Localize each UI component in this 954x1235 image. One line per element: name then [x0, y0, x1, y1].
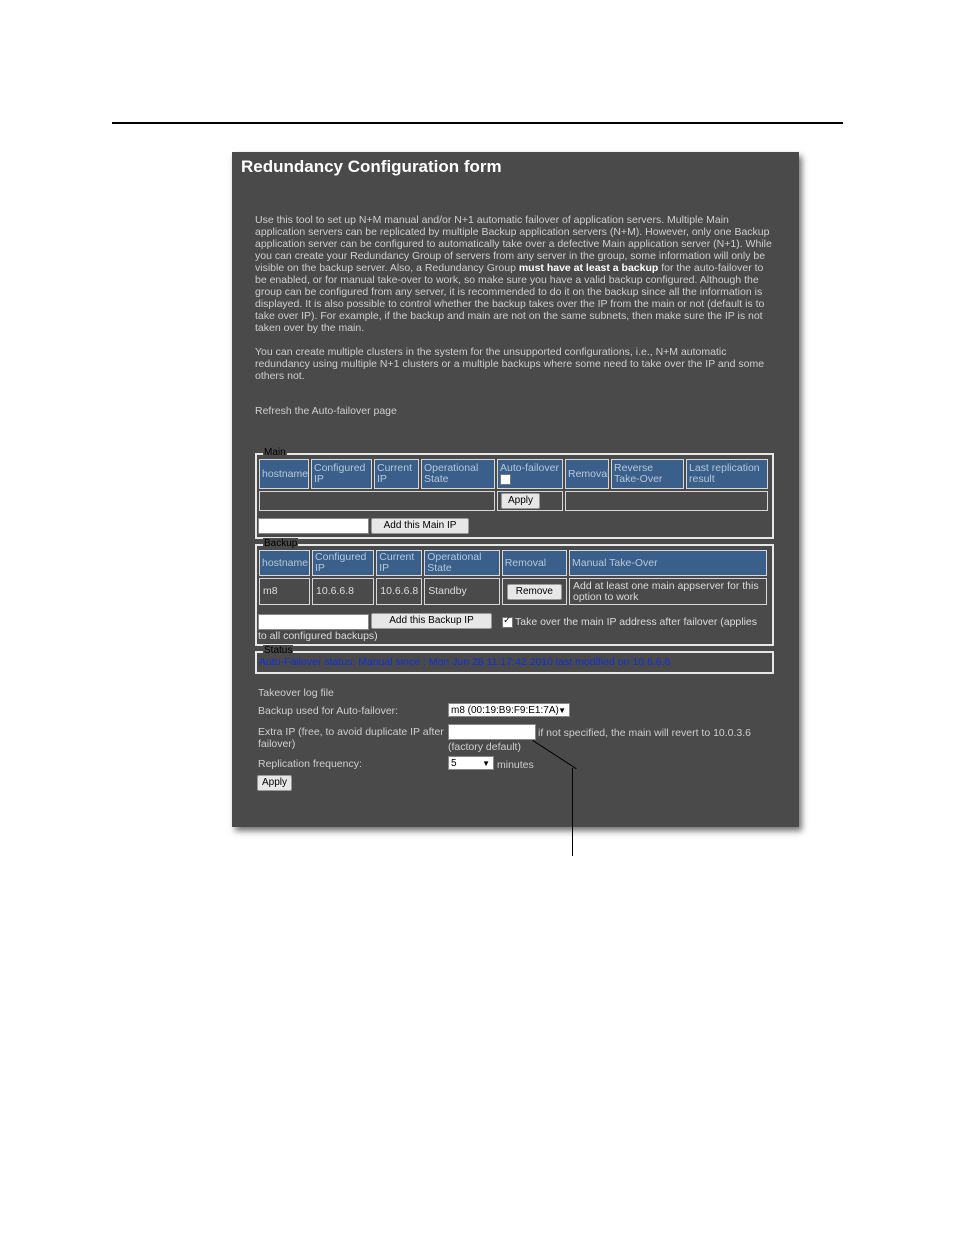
takeover-log-link[interactable]: Takeover log file — [258, 687, 334, 699]
backup-legend: Backup — [264, 538, 298, 549]
intro-paragraph-2: You can create multiple clusters in the system for the unsupported configurations, i.e., N+M automatic redundancy using multiple N+1 clusters or a multiple backups where some need to take over the IP and some others not. — [255, 346, 765, 382]
replication-label: Replication frequency: — [258, 758, 362, 770]
add-main-ip-button[interactable]: Add this Main IP — [371, 518, 469, 534]
auto-failover-header-label: Auto-failover — [500, 461, 559, 474]
main-header-hostname: hostname — [259, 459, 309, 489]
backup-select-value: m8 (00:19:B9:F9:E1:7A) — [451, 705, 559, 716]
table-row — [259, 578, 767, 605]
backup-hostname-cell: m8 — [259, 578, 310, 605]
intro-paragraph-1 — [255, 214, 775, 334]
intro-p1-part-a: Use this tool to set up N+M manual and/or N+1 automatic failover of application servers. Multiple Main application servers can be replicated by multiple Backup application servers (N+M). However, only one Backup application server can be configured to automatically take over a defective Main application server (N+1). While you can create your Redundancy Group of servers from any server in the group, some information will only be visible on the backup server. Also, a Redundancy Group — [255, 214, 772, 274]
chevron-down-icon: ▼ — [482, 759, 490, 768]
backup-table-header-row — [259, 550, 767, 576]
backup-header-current-ip: Current IP — [376, 550, 422, 576]
backup-configured-ip-cell: 10.6.6.8 — [312, 578, 374, 605]
backup-header-manual-takeover: Manual Take-Over — [569, 550, 767, 576]
status-legend: Status — [264, 645, 293, 656]
auto-failover-apply-button[interactable]: Apply — [501, 493, 540, 509]
main-header-operational-state: Operational State — [421, 459, 495, 489]
form-title: Redundancy Configuration form — [241, 157, 502, 176]
auto-failover-checkbox[interactable] — [500, 474, 511, 485]
backup-header-hostname: hostname — [259, 550, 310, 576]
replication-select[interactable] — [448, 756, 494, 770]
intro-p1-part-b: for the auto-failover to be enabled, or for manual take-over to work, so make sure you have a valid backup configured. Although the group can be configured from any server, it is recommended to do it on the backup since all the information is displayed. It is also possible to control whether the backup takes over the IP from the main or not (default is to take over IP). For example, if the backup and main are not on the same subnets, then make sure the IP is not taken over by the main. — [255, 262, 765, 334]
settings-apply-button[interactable]: Apply — [257, 775, 292, 791]
takeover-ip-label-b: to all configured backups) — [258, 630, 378, 642]
callout-line — [572, 768, 573, 856]
page-top-rule — [112, 122, 843, 124]
intro-text — [255, 214, 775, 394]
backup-used-label: Backup used for Auto-failover: — [258, 705, 399, 717]
main-apply-row — [259, 491, 768, 511]
backup-current-ip-cell: 10.6.6.8 — [376, 578, 422, 605]
backup-ip-input[interactable] — [258, 614, 369, 630]
main-apply-cell — [497, 491, 563, 511]
redundancy-config-panel — [232, 152, 799, 827]
backup-table — [257, 548, 769, 607]
intro-p1-bold: must have at least a backup — [518, 262, 659, 274]
main-header-auto-failover — [497, 459, 563, 489]
backup-takeover-cell: Add at least one main appserver for this option to work — [569, 578, 767, 605]
main-group — [255, 447, 774, 539]
backup-header-removal: Removal — [502, 550, 567, 576]
chevron-down-icon: ▼ — [558, 706, 566, 715]
backup-state-cell: Standby — [424, 578, 500, 605]
auto-failover-status: Auto-Failover status: Manual since : Mon Jun 28 11:17:42 2010 last modified on 10.6.6.8 — [259, 656, 671, 668]
main-header-reverse-takeover: Reverse Take-Over — [611, 459, 684, 489]
main-legend: Main — [264, 447, 286, 458]
extra-ip-label-b: failover) — [258, 738, 296, 750]
main-ip-input[interactable] — [258, 518, 369, 534]
remove-button[interactable]: Remove — [507, 584, 562, 600]
replication-select-value: 5 — [451, 758, 457, 769]
add-backup-ip-button[interactable]: Add this Backup IP — [371, 613, 492, 629]
takeover-ip-label-a: Take over the main IP address after failover (applies — [515, 616, 758, 628]
backup-select[interactable] — [448, 703, 570, 717]
backup-header-operational-state: Operational State — [424, 550, 500, 576]
backup-header-configured-ip: Configured IP — [312, 550, 374, 576]
main-header-current-ip: Current IP — [374, 459, 419, 489]
main-table — [257, 457, 770, 513]
backup-removal-cell — [502, 578, 567, 605]
main-table-header-row — [259, 459, 768, 489]
extra-ip-input[interactable] — [448, 724, 536, 740]
status-group — [255, 645, 774, 674]
main-empty-cell — [259, 491, 495, 511]
main-header-removal: Removal — [565, 459, 609, 489]
main-header-last-replication: Last replication result — [686, 459, 768, 489]
extra-ip-label-a: Extra IP (free, to avoid duplicate IP after — [258, 726, 444, 738]
extra-ip-note-a: if not specified, the main will revert to 10.0.3.6 — [538, 727, 752, 739]
main-header-configured-ip: Configured IP — [311, 459, 372, 489]
backup-group — [255, 538, 774, 646]
extra-ip-note-b: (factory default) — [448, 741, 521, 753]
refresh-link[interactable]: Refresh the Auto-failover page — [255, 405, 397, 417]
replication-unit: minutes — [497, 759, 534, 771]
main-empty-cell-right — [565, 491, 768, 511]
takeover-ip-checkbox[interactable] — [502, 617, 513, 628]
